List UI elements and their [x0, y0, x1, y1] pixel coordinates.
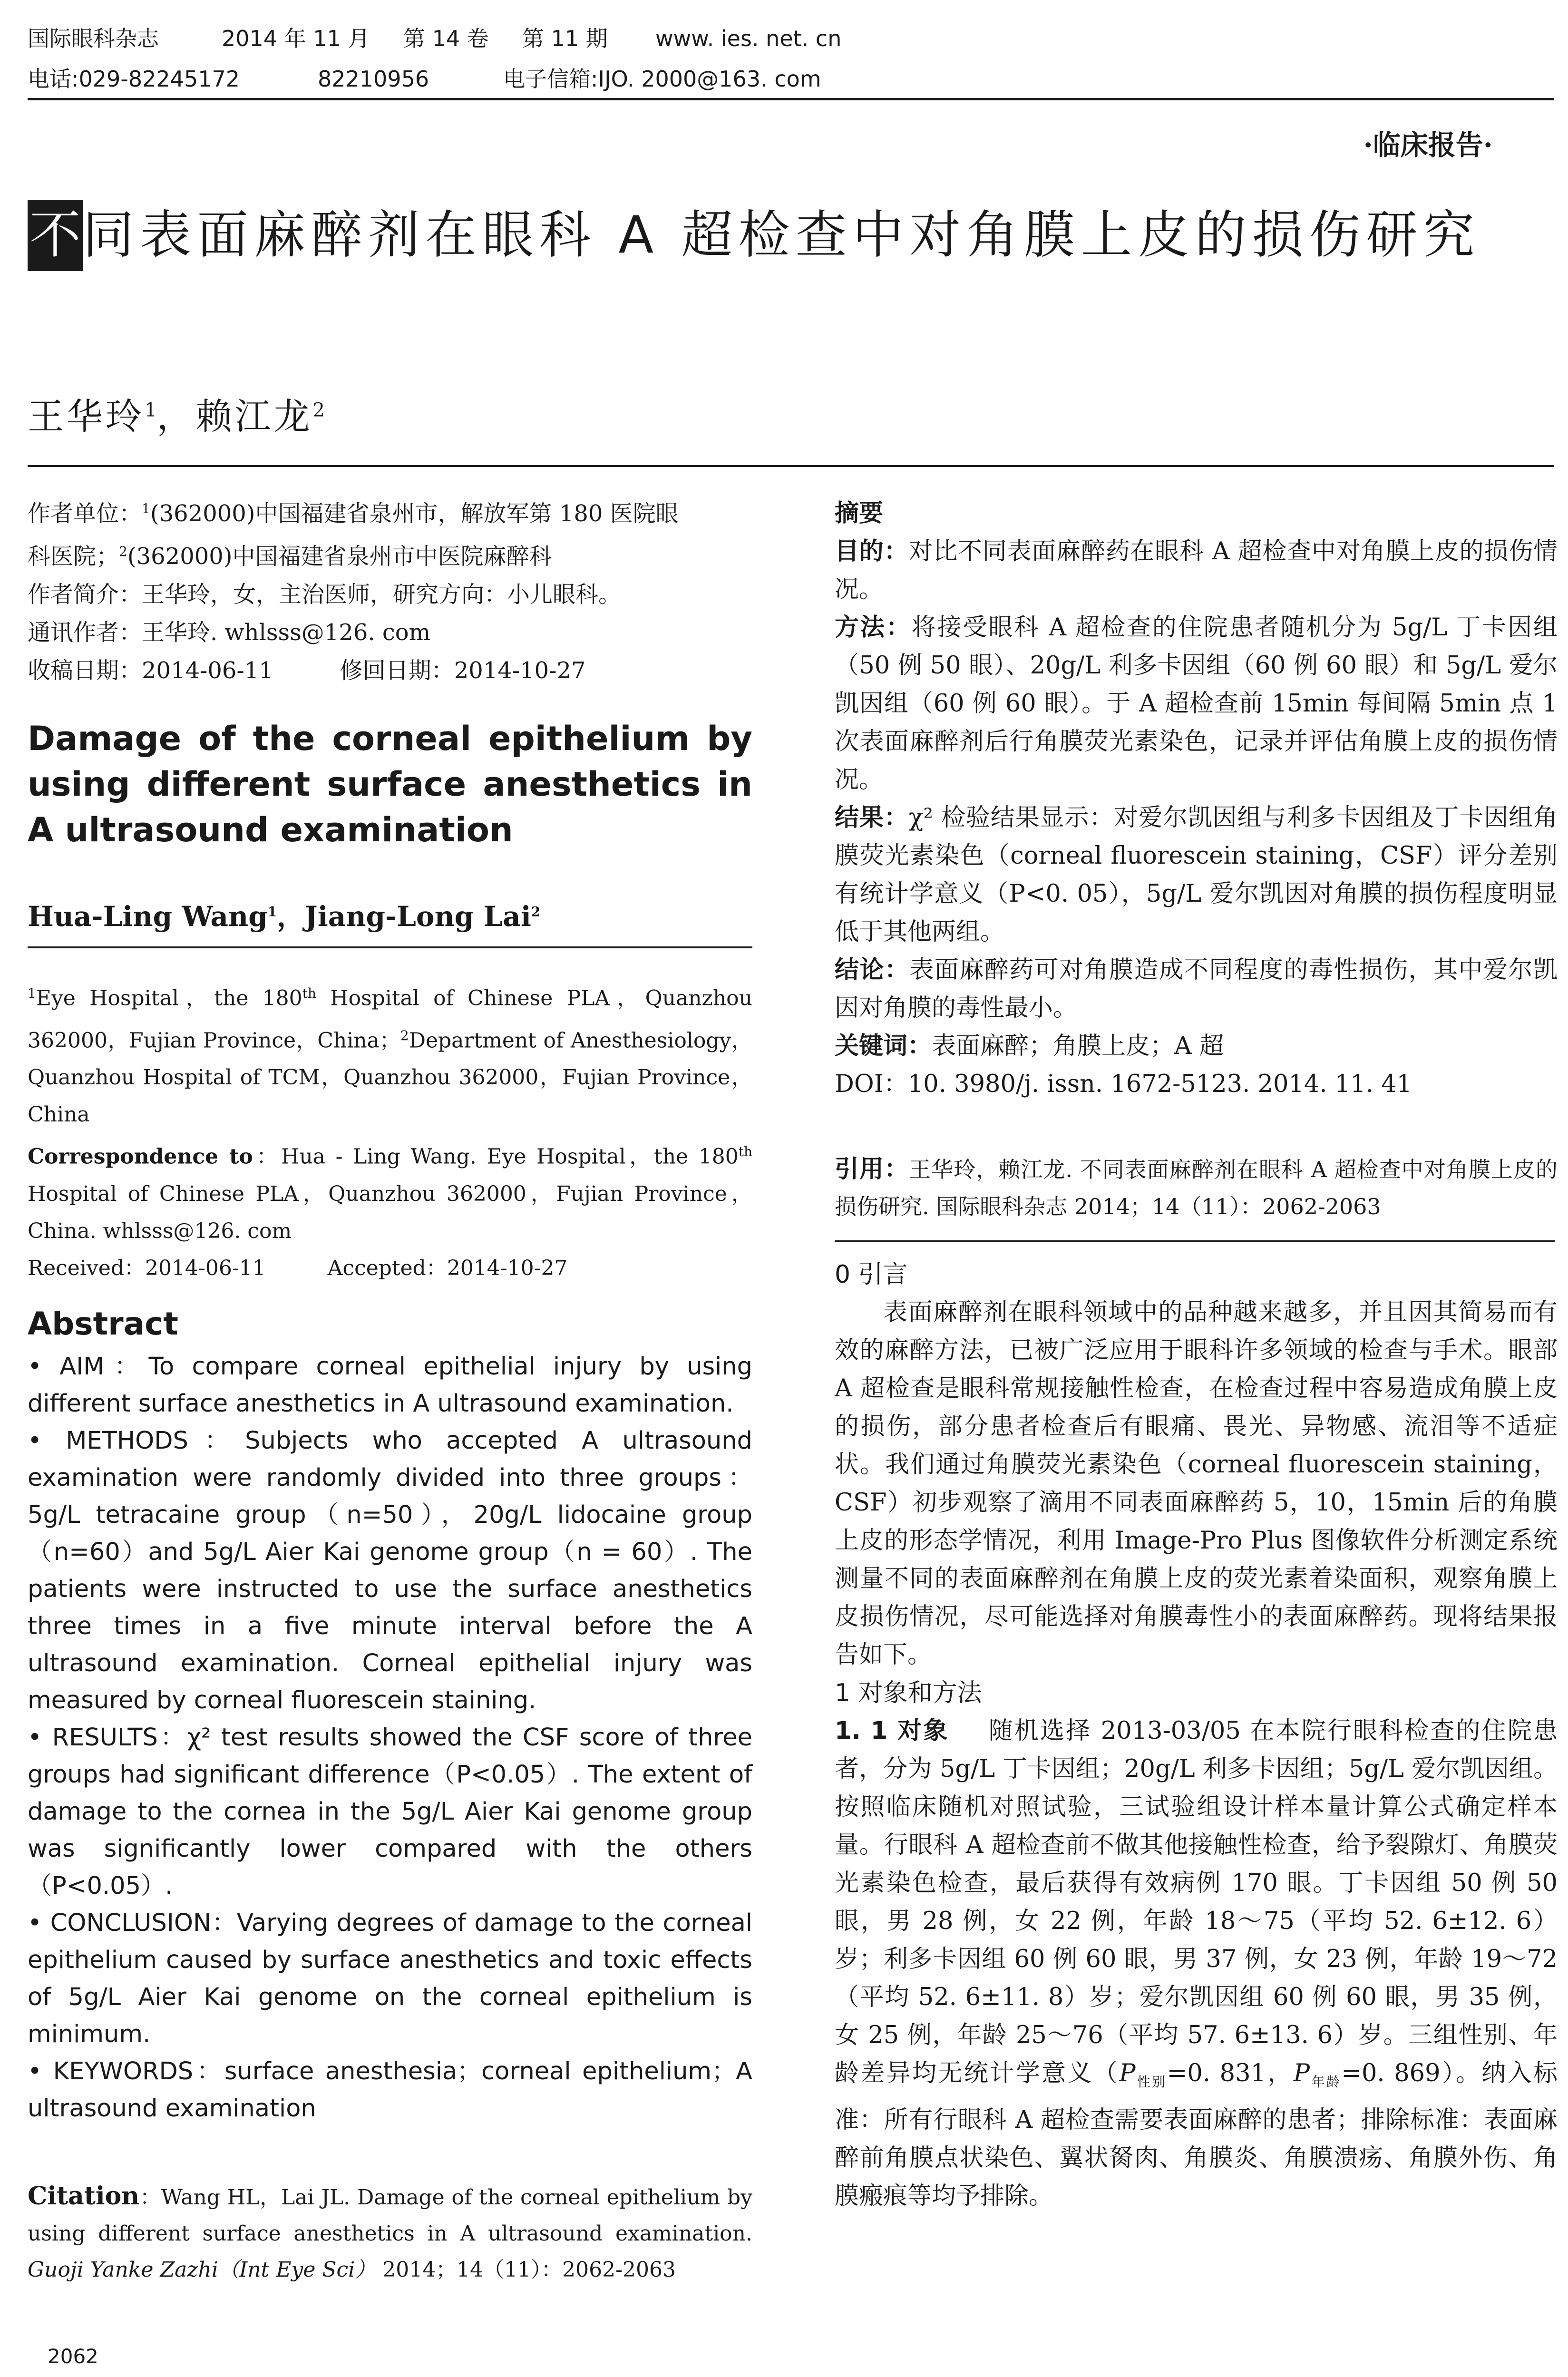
citation-en: [28, 2178, 752, 2288]
author-unit: [28, 490, 752, 533]
received-date: 收稿日期：2014-06-11: [28, 657, 273, 684]
abstract-heading: Abstract: [28, 1305, 178, 1342]
corr-text-a: ：Hua - Ling Wang. Eye Hospital，the 180: [253, 1144, 739, 1169]
phone: 电话:029-82245172: [28, 66, 240, 92]
author-2-sup: 2: [312, 399, 325, 421]
keywords-label: 关键词：: [835, 1032, 932, 1060]
aim-text: 对比不同表面麻醉药在眼科 A 超检查中对角膜上皮的损伤情况。: [835, 537, 1558, 604]
methods-label: 方法：: [835, 614, 912, 642]
affil-text-a: Eye Hospital，the 180: [36, 986, 302, 1011]
section-tag: ·临床报告·: [1363, 129, 1493, 161]
affil-sup-1: 1: [28, 985, 36, 1001]
affil-th: th: [302, 985, 316, 1001]
p-gender: P: [1119, 2059, 1136, 2087]
results-text: χ² 检验结果显示：对爱尔凯因组与利多卡因组及丁卡因组角膜荧光素染色（corneal fluorescein staining，CSF）评分差别有统计学意义（P<0. 05），5g/L 爱尔凯因对角膜的损伤程度明显低于其他两组。: [835, 804, 1558, 946]
affil-text-c: Department of Anesthesiology，Quanzhou Hospital of TCM，Quanzhou 362000，Fujian Province，China: [28, 1028, 753, 1127]
english-title: Damage of the corneal epithelium by using different surface anesthetics in A ultrasound examination: [28, 719, 752, 849]
intro-paragraph: 表面麻醉剂在眼科领域中的品种越来越多，并且因其简易而有效的麻醉方法，已被广泛应用于眼科许多领域的检查与手术。眼部 A 超检查是眼科常规接触性检查，在检查过程中容易造成角膜上皮的损伤，部分患者检查后有眼痛、畏光、异物感、流泪等不适症状。我们通过角膜荧光素染色（corneal fluorescein staining，CSF）初步观察了滴用不同表面麻醉药 5，10，15min 后的角膜上皮的形态学情况，利用 Image-Pro Plus 图像软件分析测定系统测量不同的表面麻醉剂在角膜上皮的荧光素着染面积，观察角膜上皮损伤情况，尽可能选择对角膜毒性小的表面麻醉药。现将结果报告如下。: [835, 1298, 1558, 1669]
english-author-sep: ，: [277, 900, 305, 933]
affil-sup-2: 2: [400, 1027, 409, 1043]
unit-text-1: (362000)中国福建省泉州市，解放军第 180 医院眼: [150, 500, 679, 527]
author-1-sup: 1: [145, 399, 157, 421]
author-unit-cont: [28, 533, 752, 575]
doi: DOI：10. 3980/j. issn. 1672-5123. 2014. 11. 41: [835, 1070, 1412, 1098]
header-rule: [28, 98, 1554, 100]
citation-cn: [835, 1151, 1558, 1225]
results-label: 结果：: [835, 804, 909, 832]
p-gender-sub: 性别: [1135, 2074, 1167, 2090]
author-2: 赖江龙: [195, 395, 313, 438]
conclusion-label: 结论：: [835, 956, 910, 984]
page-number: 2062: [48, 2345, 98, 2368]
author-bio: 作者简介：王华玲，女，主治医师，研究方向：小儿眼科。: [28, 581, 622, 608]
citation-text-b: 2014；14（11）：2062-2063: [376, 2258, 676, 2282]
affiliation: [28, 975, 752, 1133]
english-authors: [28, 894, 752, 934]
abstract-conclusion: • CONCLUSION：Varying degrees of damage to the corneal epithelium caused by surface anesthetics and toxic effects of 5g/L Aier Kai genome on the corneal epithelium is minimum.: [28, 1909, 752, 2048]
website: www. ies. net. cn: [655, 26, 842, 51]
title-rest: 同表面麻醉剂在眼科 A 超检查中对角膜上皮的损伤研究: [83, 205, 1480, 265]
correspondent: 通讯作者：王华玲. whlsss@126. com: [28, 619, 431, 646]
p-gender-val: =0. 831，: [1167, 2059, 1294, 2087]
abstract-aim: • AIM：To compare corneal epithelial injury by using different surface anesthetics in A ultrasound examination.: [28, 1353, 752, 1418]
subjects-text-a: 随机选择 2013-03/05 在本院行眼科检查的住院患者，分为 5g/L 丁卡因组；20g/L 利多卡因组；5g/L 爱尔凯因组。按照临床随机对照试验，三试验组设计样本量计算公式确定样本量。行眼科 A 超检查前不做其他接触性检查，给予裂隙灯、角膜荧光素染色检查，最后获得有效病例 170 眼。丁卡因组 50 例 50 眼，男 28 例，女 22 例，年龄 18～75（平均 52. 6±12. 6）岁；利多卡因组 60 例 60 眼，男 37 例，女 23 例，年龄 19～72（平均 52. 6±11. 8）岁；爱尔凯因组 60 例 60 眼，男 35 例，女 25 例，年龄 25～76（平均 57. 6±13. 6）岁。三组性别、年龄差异均无统计学意义（: [835, 1717, 1558, 2087]
english-affiliations: [28, 975, 752, 1287]
journal-name: 国际眼科杂志: [28, 26, 159, 51]
abstract-body: [28, 1348, 752, 2127]
corr-label: Correspondence to: [28, 1144, 253, 1169]
p-age-val: =0. 869）。纳入标准：所有行眼科 A 超检查需要表面麻醉的患者；排除标准：表面麻醉前角膜点状染色、翼状胬肉、角膜炎、角膜溃疡、角膜外伤、角膜瘢痕等均予排除。: [835, 2059, 1558, 2211]
dates-line: [28, 652, 752, 690]
unit-text-3: (362000)中国福建省泉州市中医院麻醉科: [127, 543, 552, 570]
unit-label: 作者单位：: [28, 500, 142, 527]
citation-cn-label: 引用：: [835, 1155, 909, 1183]
citation-cn-text: 王华玲，赖江龙. 不同表面麻醉剂在眼科 A 超检查中对角膜上皮的损伤研究. 国际眼科杂志 2014；14（11）：2062-2063: [835, 1157, 1558, 1219]
phone-2: 82210956: [318, 66, 429, 92]
p-age: P: [1293, 2059, 1310, 2087]
unit-sup-2: 2: [119, 544, 127, 559]
english-author-1-sup: 1: [267, 904, 277, 920]
revised-date: 修回日期：2014-10-27: [340, 657, 586, 684]
english-author-2: Jiang-Long Lai: [304, 900, 531, 933]
title-first-char: 不: [28, 200, 83, 271]
keywords-text: 表面麻醉；角膜上皮；A 超: [932, 1032, 1224, 1060]
methods-paragraph: [835, 1712, 1558, 2215]
citation-journal: Guoji Yanke Zazhi（Int Eye Sci）: [28, 2258, 376, 2282]
p-age-sub: 年龄: [1310, 2074, 1342, 2090]
abstract-methods: • METHODS：Subjects who accepted A ultrasound examination were randomly divided into three groups：5g/L tetracaine group（n=50），20g/L lidocaine group（n=60）and 5g/L Aier Kai genome group（n = 60）. The patients were instructed to use the surface anesthetics three times in a five minute interval before the A ultrasound examination. Corneal epithelial injury was measured by corneal fluorescein staining.: [28, 1427, 752, 1715]
english-authors-rule: [28, 946, 752, 948]
corr-text-b: Hospital of Chinese PLA，Quanzhou 362000，Fujian Province，China. whlsss@126. com: [28, 1181, 752, 1243]
issue: 第 11 期: [522, 26, 608, 51]
english-dates: [28, 1250, 752, 1287]
email: 电子信箱:IJO. 2000@163. com: [503, 66, 821, 92]
unit-text-2: 科医院；: [28, 543, 119, 570]
conclusion-text: 表面麻醉药可对角膜造成不同程度的毒性损伤，其中爱尔凯因对角膜的毒性最小。: [835, 956, 1558, 1022]
corr-th: th: [738, 1144, 752, 1160]
methods-text: 将接受眼科 A 超检查的住院患者随机分为 5g/L 丁卡因组（50 例 50 眼）、20g/L 利多卡因组（60 例 60 眼）和 5g/L 爱尔凯因组（60 例 60 眼）。于 A 超检查前 15min 每间隔 5min 点 1 次表面麻醉剂后行角膜荧光素染色，记录并评估角膜上皮的损伤情况。: [835, 614, 1558, 794]
correspondence: [28, 1133, 752, 1250]
abstract-cn-aim: [835, 533, 1558, 609]
abstract-cn-heading: 摘要: [835, 499, 884, 527]
article-title: [28, 200, 1540, 271]
abstract-cn-conclusion: [835, 951, 1558, 1027]
author-sep: ，: [156, 395, 196, 438]
english-received: Received：2014-06-11: [28, 1256, 266, 1280]
abstract-cn: [835, 495, 1558, 1103]
abstract-cn-methods: [835, 609, 1558, 799]
abstract-results: • RESULTS：χ² test results showed the CSF score of three groups had significant difference（P<0.05）. The extent of damage to the cornea in the 5g/L Aier Kai genome group was significantly lower compared with the others（P<0.05）.: [28, 1724, 752, 1900]
citation-rule: [835, 1240, 1555, 1242]
title-rule: [28, 465, 1554, 467]
author-info: [28, 490, 752, 690]
english-author-2-sup: 2: [531, 904, 541, 920]
issue-date: 2014 年 11 月: [222, 26, 370, 51]
introduction: [835, 1256, 1558, 2215]
english-accepted: Accepted：2014-10-27: [327, 1256, 568, 1280]
unit-sup-1: 1: [142, 501, 150, 516]
english-author-1: Hua-Ling Wang: [28, 900, 268, 933]
aim-label: 目的：: [835, 537, 909, 565]
author-1: 王华玲: [28, 395, 145, 438]
abstract-cn-results: [835, 799, 1558, 951]
intro-heading: 0 引言: [835, 1260, 908, 1289]
volume: 第 14 卷: [403, 26, 489, 51]
citation-text-a: ：Wang HL，Lai JL. Damage of the corneal epithelium by using different surface anesthetics in A ultrasound examination.: [28, 2185, 752, 2246]
citation-label: Citation: [28, 2182, 140, 2211]
abstract-keywords: • KEYWORDS：surface anesthesia；corneal epithelium；A ultrasound examination: [28, 2057, 752, 2123]
subjects-label: 1. 1 对象: [835, 1717, 949, 1745]
affil-text-b: Hospital of Chinese PLA，Quanzhou 362000，Fujian Province，China；: [28, 986, 752, 1053]
authors-cn: [28, 388, 325, 439]
abstract-cn-keywords: [835, 1027, 1558, 1065]
methods-heading: 1 对象和方法: [835, 1679, 982, 1707]
